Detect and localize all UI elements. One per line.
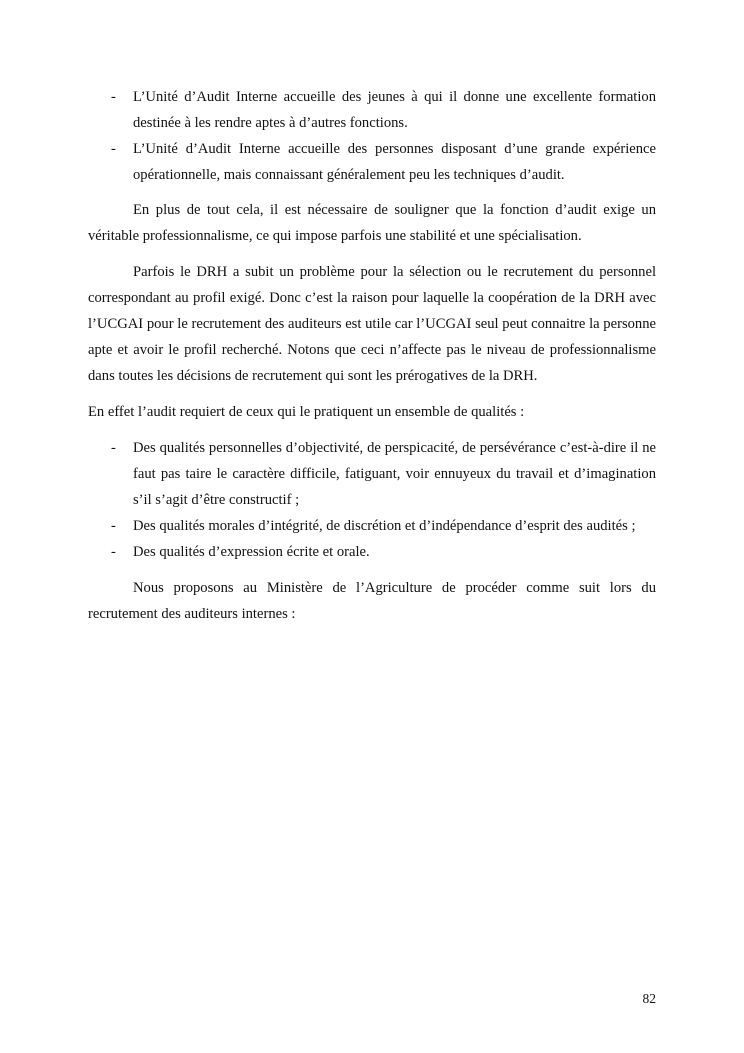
bullet-dash: - bbox=[111, 141, 116, 157]
list-item-text: L’Unité d’Audit Interne accueille des jeunes à qui il donne une excellente formation destinée à les rendre aptes à d’autres fonctions. bbox=[133, 89, 656, 131]
qualities-bullet-list bbox=[88, 435, 656, 565]
bullet-dash: - bbox=[111, 89, 116, 105]
paragraph-recruitment-drh: Parfois le DRH a subit un problème pour la sélection ou le recrutement du personnel correspondant au profil exigé. Donc c’est la raison pour laquelle la coopération de la DRH avec l’UCGAI pour le recrutement des auditeurs est utile car l’UCGAI seul peut connaitre la personne apte et avoir le profil recherché. Notons que ceci n’affecte pas le niveau de professionnalisme dans toutes les décisions de recrutement qui sont les prérogatives de la DRH. bbox=[88, 264, 656, 384]
paragraph-professionalism: En plus de tout cela, il est nécessaire de souligner que la fonction d’audit exige un véritable professionnalisme, ce qui impose parfois une stabilité et une spécialisation. bbox=[88, 202, 656, 244]
page-number: 82 bbox=[642, 991, 656, 1006]
intro-bullet-list bbox=[88, 84, 656, 188]
bullet-dash: - bbox=[111, 440, 116, 456]
list-item bbox=[88, 84, 656, 136]
paragraph-ministry-proposal: Nous proposons au Ministère de l’Agriculture de procéder comme suit lors du recrutement des auditeurs internes : bbox=[88, 580, 656, 622]
list-item bbox=[88, 513, 656, 539]
bullet-dash: - bbox=[111, 518, 116, 534]
paragraph-qualities-intro: En effet l’audit requiert de ceux qui le pratiquent un ensemble de qualités : bbox=[88, 404, 525, 420]
document-page bbox=[88, 84, 656, 627]
list-item bbox=[88, 136, 656, 188]
list-item-text: Des qualités personnelles d’objectivité, de perspicacité, de persévérance c’est-à-dire il ne faut pas taire le caractère difficile, fatiguant, voir ennuyeux du travail et d’imagination s’il s’agit d’être constructif ; bbox=[133, 440, 656, 508]
list-item-text: Des qualités d’expression écrite et orale. bbox=[133, 544, 370, 560]
bullet-dash: - bbox=[111, 544, 116, 560]
list-item-text: L’Unité d’Audit Interne accueille des personnes disposant d’une grande expérience opérationnelle, mais connaissant généralement peu les techniques d’audit. bbox=[133, 141, 656, 183]
list-item bbox=[88, 435, 656, 513]
list-item-text: Des qualités morales d’intégrité, de discrétion et d’indépendance d’esprit des audités ; bbox=[133, 518, 636, 534]
list-item bbox=[88, 539, 656, 565]
